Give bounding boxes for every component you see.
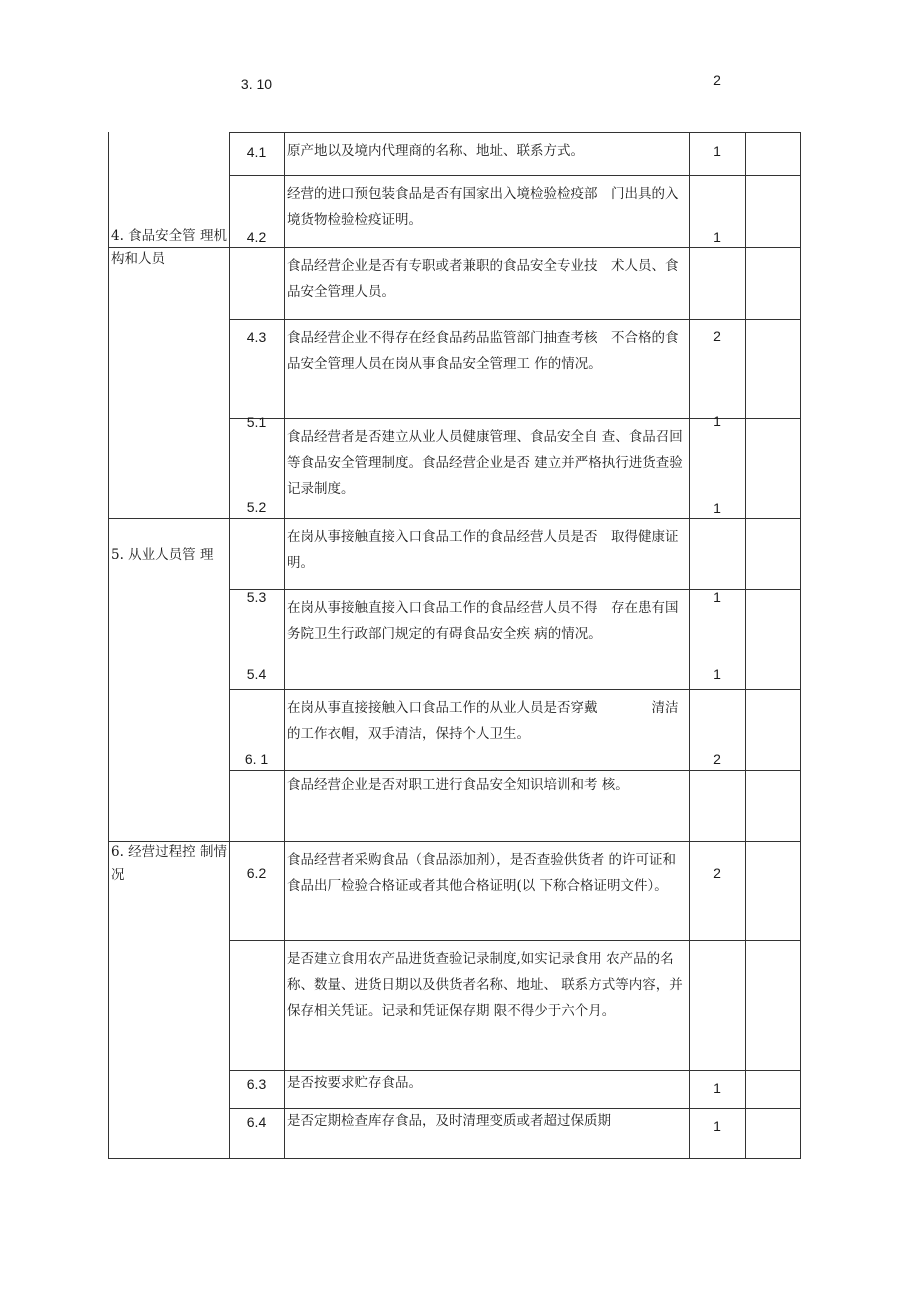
result-cell[interactable] xyxy=(745,841,800,940)
column-border xyxy=(108,132,109,1158)
item-number: 4.1 xyxy=(246,144,267,160)
item-description: 在岗从事直接接触入口食品工作的从业人员是否穿戴 清洁的工作衣帽，双手清洁，保持个人卫生。 xyxy=(287,700,679,742)
item-score: 1 xyxy=(713,589,721,605)
result-cell[interactable] xyxy=(745,175,800,247)
result-cell[interactable] xyxy=(745,518,800,589)
item-description: 食品经营者是否建立从业人员健康管理、食品安全自 查、食品召回等食品安全管理制度。食品经营企业是否 建立并严格执行进货查验记录制度。 xyxy=(287,429,683,497)
result-cell[interactable] xyxy=(745,247,800,319)
item-score: 2 xyxy=(713,751,721,767)
item-number: 4.3 xyxy=(246,329,267,345)
row-border xyxy=(108,1158,801,1159)
category-label: 5. 从业人员管 理 xyxy=(111,547,214,563)
item-number: 5.4 xyxy=(246,666,267,682)
item-description: 是否定期检查库存食品，及时清理变质或者超过保质期 xyxy=(287,1113,611,1129)
result-cell[interactable] xyxy=(745,770,800,841)
item-description: 在岗从事接触直接入口食品工作的食品经营人员不得 存在患有国务院卫生行政部门规定的有碍食品安全疾 病的情况。 xyxy=(287,600,679,642)
item-score: 1 xyxy=(713,500,721,516)
item-number: 5.2 xyxy=(246,499,267,515)
item-description: 食品经营企业是否有专职或者兼职的食品安全专业技 术人员、食品安全管理人员。 xyxy=(287,258,679,300)
item-number: 5.1 xyxy=(246,414,267,430)
result-cell[interactable] xyxy=(745,689,800,770)
inspection-table xyxy=(108,72,801,1159)
result-cell[interactable] xyxy=(745,418,800,518)
column-border xyxy=(229,132,230,1158)
item-number: 6. 1 xyxy=(244,751,269,767)
result-cell[interactable] xyxy=(745,319,800,418)
column-border xyxy=(689,132,690,1158)
item-score: 1 xyxy=(713,666,721,682)
item-score: 1 xyxy=(713,1080,721,1096)
item-number: 4.2 xyxy=(246,229,267,245)
item-number: 6.3 xyxy=(246,1076,267,1092)
item-description: 原产地以及境内代理商的名称、地址、联系方式。 xyxy=(287,143,584,159)
item-score: 1 xyxy=(713,413,721,429)
item-number: 6.2 xyxy=(246,865,267,881)
item-score: 1 xyxy=(713,229,721,245)
item-score: 2 xyxy=(713,328,721,344)
category-label: 4. 食品安全管 理机构和人员 xyxy=(111,228,227,267)
item-number: 5.3 xyxy=(246,589,267,605)
item-description: 在岗从事接触直接入口食品工作的食品经营人员是否 取得健康证明。 xyxy=(287,529,679,571)
item-description: 食品经营企业是否对职工进行食品安全知识培训和考 核。 xyxy=(287,777,629,793)
item-description: 是否按要求贮存食品。 xyxy=(287,1075,422,1091)
item-description: 食品经营者采购食品（食品添加剂），是否查验供货者 的许可证和食品出厂检验合格证或者其他合格证明(以 下称合格证明文件）。 xyxy=(287,852,677,894)
item-number: 6.4 xyxy=(246,1114,267,1130)
item-description: 食品经营企业不得存在经食品药品监管部门抽查考核 不合格的食品安全管理人员在岗从事食品安全管理工 作的情况。 xyxy=(287,330,679,372)
item-score: 1 xyxy=(713,1118,721,1134)
result-cell[interactable] xyxy=(745,1108,800,1158)
result-cell[interactable] xyxy=(745,1070,800,1108)
item-score: 2 xyxy=(713,72,721,88)
item-score: 1 xyxy=(713,143,721,159)
item-number: 3. 10 xyxy=(240,76,273,92)
item-description: 经营的进口预包装食品是否有国家出入境检验检疫部 门出具的入境货物检验检疫证明。 xyxy=(287,186,679,228)
result-cell[interactable] xyxy=(745,589,800,689)
item-score: 2 xyxy=(713,865,721,881)
item-description: 是否建立食用农产品进货查验记录制度,如实记录食用 农产品的名称、数量、进货日期以及供货者名称、地址、 联系方式等内容，并保存相关凭证。记录和凭证保存期 限不得少于六个月。 xyxy=(287,951,683,1019)
column-border xyxy=(800,132,801,1158)
result-cell[interactable] xyxy=(745,940,800,1070)
category-label: 6. 经营过程控 制情况 xyxy=(111,844,227,883)
result-cell[interactable] xyxy=(745,132,800,175)
